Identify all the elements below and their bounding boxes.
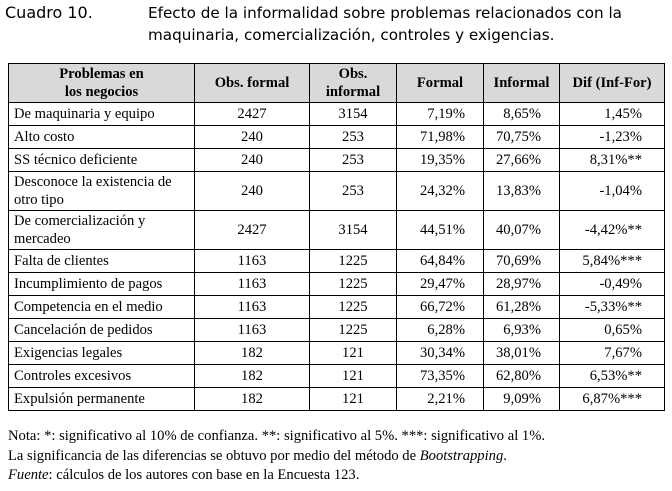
cell-problem: SS técnico deficiente (9, 149, 195, 172)
cell-dif: 0,65% (560, 319, 665, 342)
cell-problem: Competencia en el medio (9, 296, 195, 319)
table-notes (8, 427, 668, 486)
table-row (9, 149, 665, 172)
cell-dif: 7,67% (560, 342, 665, 365)
cell-informal: 38,01% (484, 342, 560, 365)
table-row (9, 126, 665, 149)
cell-dif: -0,49% (560, 273, 665, 296)
table-row (9, 103, 665, 126)
cell-obs-informal: 253 (310, 149, 397, 172)
cell-informal: 61,28% (484, 296, 560, 319)
cell-obs-informal: 1225 (310, 250, 397, 273)
table-number: Cuadro 10. (5, 3, 93, 22)
cell-problem: Expulsión permanente (9, 388, 195, 411)
cell-dif: -4,42%** (560, 211, 665, 250)
cell-problem: Cancelación de pedidos (9, 319, 195, 342)
cell-obs-formal: 182 (195, 342, 310, 365)
note-bootstrapping-end: . (503, 447, 507, 464)
header-formal: Formal (397, 64, 484, 103)
cell-obs-formal: 240 (195, 172, 310, 211)
header-dif: Dif (Inf-For) (560, 64, 665, 103)
cell-informal: 70,75% (484, 126, 560, 149)
header-obs-informal-line-2: informal (325, 84, 381, 100)
table-row (9, 319, 665, 342)
table-header-row (9, 64, 665, 103)
cell-obs-formal: 182 (195, 365, 310, 388)
cell-dif: 6,87%*** (560, 388, 665, 411)
header-obs-formal: Obs. formal (195, 64, 310, 103)
cell-dif: 5,84%*** (560, 250, 665, 273)
header-informal: Informal (484, 64, 560, 103)
cell-obs-informal: 253 (310, 172, 397, 211)
cell-problem: De maquinaria y equipo (9, 103, 195, 126)
cell-formal: 66,72% (397, 296, 484, 319)
note-source-label: Fuente (8, 467, 49, 483)
cell-informal: 9,09% (484, 388, 560, 411)
table-row (9, 388, 665, 411)
cell-problem: Controles excesivos (9, 365, 195, 388)
cell-informal: 8,65% (484, 103, 560, 126)
cell-formal: 2,21% (397, 388, 484, 411)
cell-obs-informal: 121 (310, 388, 397, 411)
table-title-line-1: Efecto de la informalidad sobre problemas relacionados con la (148, 4, 622, 22)
table-row (9, 365, 665, 388)
cell-dif: -5,33%** (560, 296, 665, 319)
cell-informal: 27,66% (484, 149, 560, 172)
cell-formal: 30,34% (397, 342, 484, 365)
cell-problem: Falta de clientes (9, 250, 195, 273)
cell-formal: 44,51% (397, 211, 484, 250)
note-source (8, 466, 668, 486)
note-source-text: : cálculos de los autores con base en la Encuesta 123. (48, 467, 360, 483)
cell-obs-formal: 1163 (195, 296, 310, 319)
table-title (148, 2, 668, 46)
note-bootstrapping-term: Bootstrapping (419, 447, 504, 464)
cell-formal: 24,32% (397, 172, 484, 211)
cell-formal: 6,28% (397, 319, 484, 342)
cell-informal: 13,83% (484, 172, 560, 211)
cell-problem: Desconoce la existencia de otro tipo (9, 172, 195, 211)
cell-formal: 7,19% (397, 103, 484, 126)
cell-problem: De comercialización y mercadeo (9, 211, 195, 250)
cell-dif: -1,23% (560, 126, 665, 149)
cell-informal: 40,07% (484, 211, 560, 250)
cell-obs-informal: 3154 (310, 103, 397, 126)
table-row (9, 211, 665, 250)
cell-obs-informal: 3154 (310, 211, 397, 250)
header-problemas-line-2: los negocios (64, 84, 139, 100)
cell-problem: Alto costo (9, 126, 195, 149)
cell-obs-formal: 1163 (195, 273, 310, 296)
cell-obs-formal: 1163 (195, 319, 310, 342)
note-bootstrapping (8, 447, 668, 467)
header-obs-informal-line-1: Obs. (338, 66, 368, 82)
results-table (8, 63, 665, 411)
cell-dif: 1,45% (560, 103, 665, 126)
cell-problem: Exigencias legales (9, 342, 195, 365)
cell-obs-informal: 121 (310, 365, 397, 388)
cell-informal: 6,93% (484, 319, 560, 342)
note-bootstrapping-text: La significancia de las diferencias se obtuvo por medio del método de (8, 447, 420, 464)
cell-formal: 19,35% (397, 149, 484, 172)
cell-problem: Incumplimiento de pagos (9, 273, 195, 296)
cell-formal: 64,84% (397, 250, 484, 273)
table-row (9, 172, 665, 211)
cell-obs-informal: 1225 (310, 273, 397, 296)
table-title-line-2: maquinaria, comercialización, controles y exigencias. (148, 26, 555, 44)
cell-informal: 28,97% (484, 273, 560, 296)
cell-obs-informal: 121 (310, 342, 397, 365)
note-significance-levels: Nota: *: significativo al 10% de confianza. **: significativo al 5%. ***: significativo al 1%. (8, 428, 545, 444)
header-problemas (9, 64, 195, 103)
cell-formal: 73,35% (397, 365, 484, 388)
cell-obs-formal: 182 (195, 388, 310, 411)
cell-obs-informal: 253 (310, 126, 397, 149)
cell-formal: 29,47% (397, 273, 484, 296)
cell-formal: 71,98% (397, 126, 484, 149)
cell-obs-informal: 1225 (310, 296, 397, 319)
cell-obs-formal: 240 (195, 126, 310, 149)
cell-dif: -1,04% (560, 172, 665, 211)
cell-obs-formal: 2427 (195, 211, 310, 250)
cell-dif: 6,53%** (560, 365, 665, 388)
cell-informal: 70,69% (484, 250, 560, 273)
cell-obs-informal: 1225 (310, 319, 397, 342)
table-row (9, 250, 665, 273)
header-obs-informal (310, 64, 397, 103)
header-problemas-line-1: Problemas en (59, 66, 144, 82)
cell-obs-formal: 240 (195, 149, 310, 172)
table-row (9, 342, 665, 365)
table-row (9, 296, 665, 319)
table-row (9, 273, 665, 296)
cell-obs-formal: 2427 (195, 103, 310, 126)
cell-obs-formal: 1163 (195, 250, 310, 273)
cell-informal: 62,80% (484, 365, 560, 388)
cell-dif: 8,31%** (560, 149, 665, 172)
